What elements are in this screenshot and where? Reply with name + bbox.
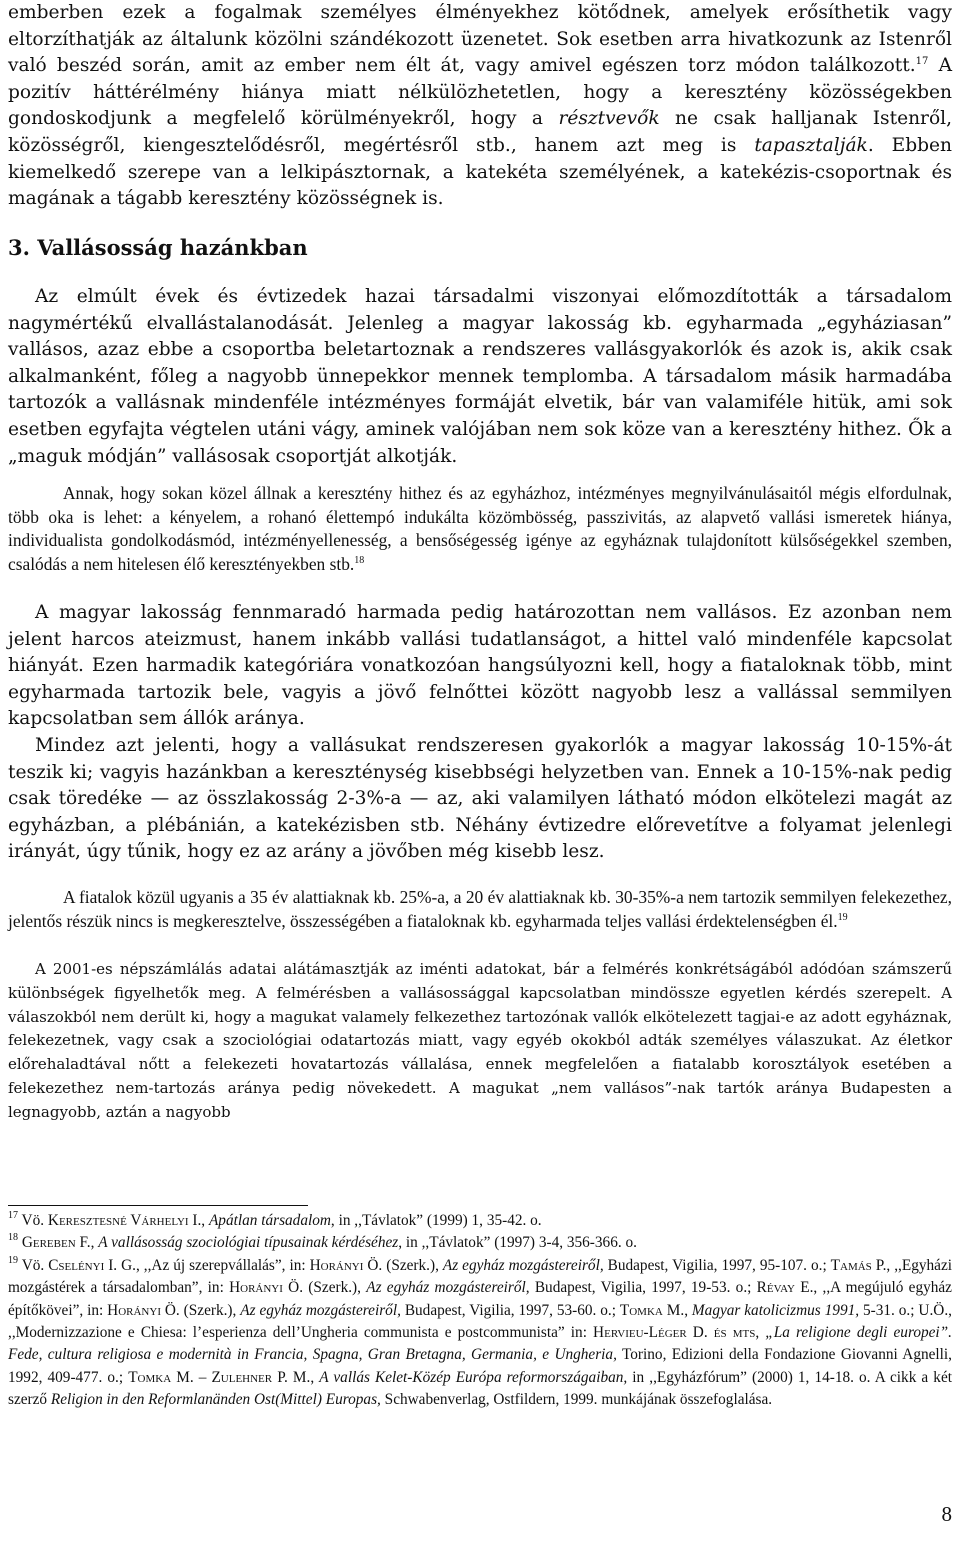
footnote-text: Budapest, Vigilia, 1997, 19-53. o.; <box>529 1279 757 1297</box>
quote-text: A fiatalok közül ugyanis a 35 év alattiaknak kb. 25%-a, a 20 év alattiaknak kb. 30-35%-a nem tartozik semmilyen felekezethez, jelentős részük nincs is megkeresztelve, összességében a fiataloknak kb. egyharmada teljes vallási érdektelenségben él. <box>8 887 952 931</box>
footnote-text: , ,,A megújuló egyház építőkövei”, in: <box>8 1279 952 1319</box>
footnote-17 <box>8 1210 952 1232</box>
intro-text: . Ebben kiemelkedő szerepe van a lelkipásztornak, a katekéta személyének, a katekézis-csoportnak és magának a tágabb keresztény közösségnek is. <box>8 134 952 210</box>
intro-text: A pozitív háttérélmény hiánya miatt nélkülözhetetlen, hogy a keresztény közösségekben gondoskodjunk a megfelelő körülményekről, hogy a <box>8 55 953 130</box>
census-paragraph: A 2001-es népszámlálás adatai alátámasztják az iménti adatokat, bár a felmérés konkrétságából adódóan számszerű különbségek figyelhetők meg. A felmérésben a vallásossággal kapcsolatban mindössze egyetlen kérdés szerepelt. A válaszokból nem derült ki, hogy a magukat valamely felkezethez tartozónak vallók elkötelezett tagjai-e az adott egyháznak, felekezetnek, vagy csak a szociológiai odatartozás miatt, vagy egyéb okokból adták személyes válaszukat. Az életkor előrehaladtával nőtt a felekezeti hovatartozás vállalása, ennek megfelelően a fiatalabb korosztályok esetében a felekezethez nem-tartozás aránya pedig növekedett. A magukat „nem vallásos”-nak tartók aránya Budapesten a legnagyobb, aztán a nagyobb <box>8 960 952 1121</box>
footnote-text: , ,,Egyházi mozgástérek a társadalomban”, in: <box>8 1256 952 1297</box>
footnote-ref-18[interactable]: 18 <box>354 554 365 566</box>
footnote-text: Budapest, Vigilia, 1997, 95-107. o.; <box>603 1256 831 1274</box>
section-paragraph: Mindez azt jelenti, hogy a vallásukat rendszeresen gyakorlók a magyar lakosság 10-15%-át teszik ki; vagyis hazánkban a kereszténység kisebbségi helyzetben van. Ennek a 10-15%-nak pedig csak töredéke — az összlakosság 2-3%-a — az, aki valamilyen látható módon elkötelezi magát az egyházban, a plébánián, a katekézisben stb. Néhány évtizedre előrevetítve a folyamat jelenlegi irányát, úgy tűnik, hogy ez az arány a jövőben még kisebb lesz. <box>8 734 952 863</box>
footnote-text: (Szerk.), <box>179 1301 241 1319</box>
emphasis-participants: résztvevők <box>558 108 660 130</box>
footnote-18 <box>8 1232 952 1254</box>
footnote-author: Gereben F. <box>21 1234 91 1252</box>
footnote-author: Keresztesné Várhelyi I. <box>47 1212 202 1229</box>
footnote-text: , <box>755 1324 766 1342</box>
footnote-title: Az egyház mozgástereiről, <box>366 1279 530 1297</box>
footnote-author: Hervieu-Léger D. és mts <box>593 1324 756 1342</box>
footnote-text: 5-31. o.; <box>859 1301 919 1319</box>
intro-text: ne csak halljanak Istenről, közösségről, kiengesztelődésről, megértésről stb., hanem azt meg is <box>8 108 952 156</box>
footnote-text: , in ,,Távlatok” (1999) 1, 35-42. o. <box>330 1212 542 1229</box>
footnote-number: 19 <box>8 1254 18 1266</box>
section-heading: 3. Vallásosság hazánkban <box>8 235 308 260</box>
footnote-text: , <box>201 1212 209 1229</box>
footnote-author: Tomka M. – Zulehner P. M. <box>128 1368 311 1386</box>
footnote-title: „La religione degli europei”. Fede, cultura religiosa e modernità in Francia, Spagna, Gran Bretagna, Germania, e Ungheria, <box>8 1324 952 1364</box>
body-section <box>8 600 952 866</box>
intro-paragraph <box>8 0 952 213</box>
section-paragraph: Az elmúlt évek és évtizedek hazai társadalmi viszonyai előmozdították a társadalom nagymértékű elvallástalanodását. Jelenleg a magyar lakosság kb. egyharmada „egyháziasan” vallásos, azaz ebbe a csoportba beletartoznak a rendszeres vallásgyakorlók és azok is, akik csak alkalmanként, főleg a nagyobb ünnepekkor mennek templomba. A társadalom másik harmadába tartozók a vallásnak mindenféle intézményes formáját elvetik, bár van valamiféle hitük, ami sok esetben egyfajta végtelen utáni vágy, aminek valójában nem sok köze van a keresztény hithez. Ők a „maguk módján” vallásosak csoportját alkotják. <box>8 286 952 467</box>
quoted-block <box>8 482 952 576</box>
footnote-author: Révay E. <box>756 1279 814 1297</box>
footnote-author: Tomka M. <box>619 1301 685 1319</box>
footnote-title: A vallás Kelet-Közép Európa reformországaiban, <box>319 1368 628 1386</box>
footnote-text: , <box>684 1301 692 1319</box>
section-paragraph: A magyar lakosság fennmaradó harmada pedig határozottan nem vallásos. Ez azonban nem jelent harcos ateizmust, hanem inkább vallási tudatlanságot, a hittel való mindenféle kapcsolat hiányát. Ezen harmadik kategóriára vonatkozóan hangsúlyozni kell, hogy a fiataloknak több, mint egyharmada tartozik bele, vagyis a jövő felnőttei között nagyobb lesz a vallással semmilyen kapcsolatban sem állók aránya. <box>8 602 952 730</box>
footnote-ref-19[interactable]: 19 <box>837 911 848 923</box>
footnote-19 <box>8 1255 952 1412</box>
footnote-text: Torino, Edizioni della Fondazione Giovanni Agnelli, 1992, 409-477. o.; <box>8 1346 952 1386</box>
footnote-title: A vallásosság szociológiai típusainak kérdéséhez <box>98 1234 399 1252</box>
footnote-author: Horányi Ö. <box>229 1279 304 1297</box>
footnotes <box>8 1210 952 1412</box>
footnote-text: Vö. <box>18 1256 49 1274</box>
footnote-separator <box>8 1205 308 1206</box>
footnote-author: Tamás P. <box>830 1256 887 1274</box>
footnote-text: Vö. <box>18 1212 48 1229</box>
footnote-author: U.Ö. <box>918 1301 949 1319</box>
footnote-text: , ,,Modernizzazione e Chiesa: l’esperienza dell’Ungheria communista e postcommunista” in: <box>8 1301 952 1342</box>
footnote-author: Horányi Ö. <box>107 1301 180 1319</box>
footnote-text: in ,,Egyházfórum” (2000) 1, 14-18. o. A cikk a két szerző <box>8 1368 952 1409</box>
footnote-author: Horányi Ö. <box>309 1256 383 1274</box>
footnote-title: Az egyház mozgástereiről, <box>240 1301 401 1319</box>
footnote-title: Az egyház mozgástereiről, <box>442 1256 604 1274</box>
footnote-text: Schwabenverlag, Ostfildern, 1999. munkájának összefoglalása. <box>380 1391 773 1409</box>
intro-text: emberben ezek a fogalmak személyes élményekhez kötődnek, amelyek erősíthetik vagy eltorzíthatják az általunk közölni szándékozott üzenetet. Sok esetben arra hivatkozunk az Istenről való beszéd során, amit az ember nem élt át, vagy amivel egészen torz módon találkozott. <box>8 2 952 77</box>
quote-text: Annak, hogy sokan közel állnak a keresztény hithez és az egyházhoz, intézményes megnyilvánulásaitól mégis elfordulnak, több oka is lehet: a kényelem, a rohanó élettempó indukálta közömbösség, passzivitás, az alapvető vallási ismeretek hiánya, individualista gondolkodásmód, intézményellenesség, a bensőségesség igénye az egyháznak tulajdonított külsőségekkel szemben, csalódás a nem hitelesen élő keresztényekben stb. <box>8 483 952 574</box>
footnote-text: , ,,Az új szerepvállalás”, in: <box>135 1256 310 1274</box>
emphasis-experience: tapasztalják <box>754 134 868 156</box>
page-number: 8 <box>941 1502 952 1526</box>
footnote-text: , <box>310 1368 320 1386</box>
footnote-author: Cselényi I. G. <box>48 1256 136 1274</box>
footnote-title: Religion in den Reformlanänden Ost(Mittel) Europas, <box>50 1391 381 1409</box>
footnote-number: 18 <box>8 1232 18 1244</box>
footnote-number: 17 <box>8 1210 18 1221</box>
footnote-text: , in ,,Távlatok” (1997) 3-4, 356-366. o. <box>398 1234 637 1252</box>
footnote-text: Budapest, Vigilia, 1997, 53-60. o.; <box>400 1301 620 1319</box>
footnote-title: Apátlan társadalom <box>208 1212 331 1229</box>
footnote-text: (Szerk.), <box>303 1279 367 1297</box>
footnote-text: , <box>90 1234 99 1252</box>
quoted-block <box>8 886 952 933</box>
footnote-text: (Szerk.), <box>382 1256 443 1274</box>
footnote-ref-17[interactable]: 17 <box>915 56 929 68</box>
footnote-title: Magyar katolicizmus 1991, <box>691 1301 860 1319</box>
